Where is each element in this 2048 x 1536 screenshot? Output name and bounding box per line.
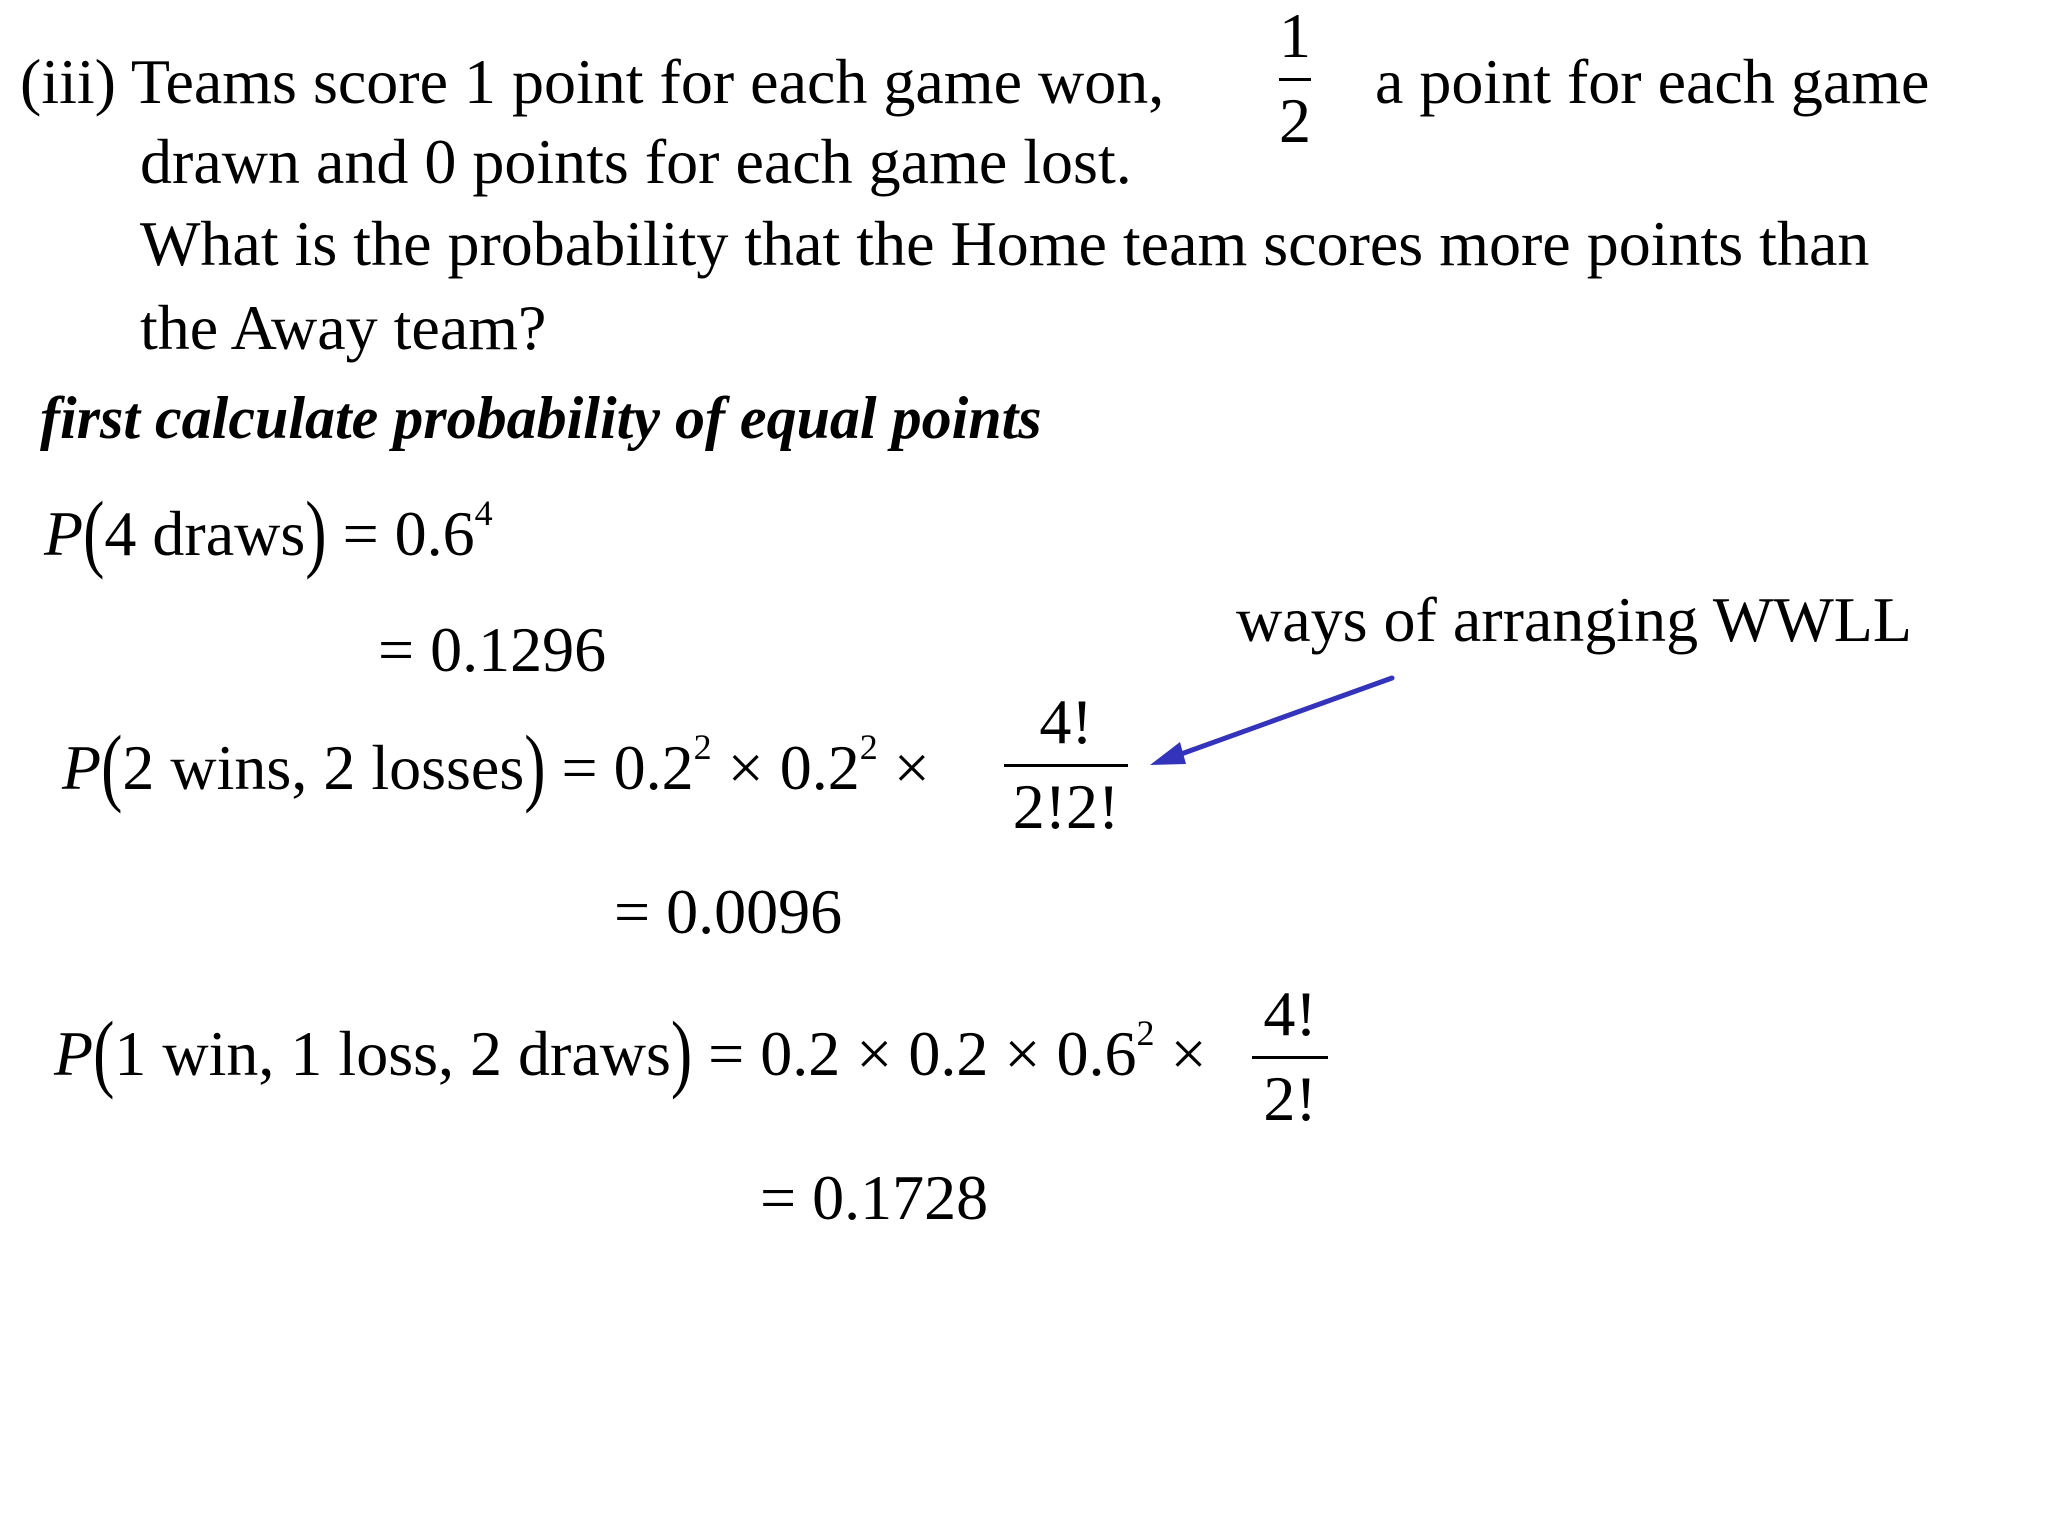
equation-rhs-a: = 0.2 <box>561 732 694 803</box>
right-paren: ) <box>524 718 546 815</box>
fraction-denominator: 2 <box>1279 85 1311 156</box>
annotation-arrow <box>1140 670 1400 780</box>
question-text-1a: Teams score 1 point for each game won, <box>130 46 1165 117</box>
annotation-text: ways of arranging WWLL <box>1236 584 1912 655</box>
arrangement-fraction <box>1004 686 1128 842</box>
equation-rhs-a: = 0.2 × 0.2 × 0.6 <box>708 1018 1137 1089</box>
fraction-numerator: 4! <box>1263 978 1317 1049</box>
part-label: (iii) <box>20 46 116 117</box>
half-fraction <box>1270 0 1320 156</box>
exponent: 4 <box>474 493 493 533</box>
left-paren: ( <box>83 484 105 581</box>
mixed-fraction <box>1252 978 1328 1134</box>
question-line-1 <box>20 46 1165 117</box>
fraction-4-over-2-2 <box>1004 686 1128 842</box>
exponent-a: 2 <box>693 727 712 767</box>
fraction-4-over-2 <box>1252 978 1328 1134</box>
probability-symbol: P <box>54 1018 94 1089</box>
left-paren: ( <box>93 1004 115 1101</box>
equation-rhs-b: × 0.2 <box>711 732 860 803</box>
equation-four-draws-result: = 0.1296 <box>378 614 607 685</box>
event-label: 1 win, 1 loss, 2 draws <box>114 1018 671 1089</box>
fraction-bar <box>1279 78 1311 81</box>
fraction-numerator: 1 <box>1279 0 1311 71</box>
equation-mixed <box>54 1004 1207 1101</box>
left-paren: ( <box>101 718 123 815</box>
arrow-head <box>1150 742 1186 765</box>
fraction-bar <box>1004 764 1128 767</box>
fraction-denominator: 2!2! <box>1012 771 1120 842</box>
right-paren: ) <box>670 1004 693 1101</box>
exponent-a: 2 <box>1136 1013 1155 1053</box>
equation-four-draws <box>44 484 493 581</box>
section-heading: first calculate probability of equal points <box>40 385 1042 451</box>
question-line-4: the Away team? <box>140 292 547 363</box>
event-label: 4 draws <box>104 498 306 569</box>
equation-rhs: = 0.6 <box>342 498 475 569</box>
probability-symbol: P <box>62 732 102 803</box>
equation-wins-losses-result: = 0.0096 <box>614 876 843 947</box>
times-sign: × <box>1154 1018 1207 1089</box>
fraction-one-half <box>1279 0 1311 156</box>
equation-mixed-result: = 0.1728 <box>760 1162 989 1233</box>
right-paren: ) <box>305 484 327 581</box>
fraction-denominator: 2! <box>1263 1063 1317 1134</box>
arrow-shaft <box>1170 678 1392 758</box>
question-line-2: drawn and 0 points for each game lost. <box>140 126 1132 197</box>
event-label: 2 wins, 2 losses <box>122 732 525 803</box>
fraction-bar <box>1252 1056 1328 1059</box>
exponent-b: 2 <box>859 727 878 767</box>
fraction-numerator: 4! <box>1039 686 1093 757</box>
equation-wins-losses <box>62 718 930 815</box>
probability-symbol: P <box>44 498 84 569</box>
times-sign: × <box>877 732 930 803</box>
question-text-1b: a point for each game <box>1375 46 1930 117</box>
question-line-3: What is the probability that the Home team scores more points than <box>140 208 1870 279</box>
